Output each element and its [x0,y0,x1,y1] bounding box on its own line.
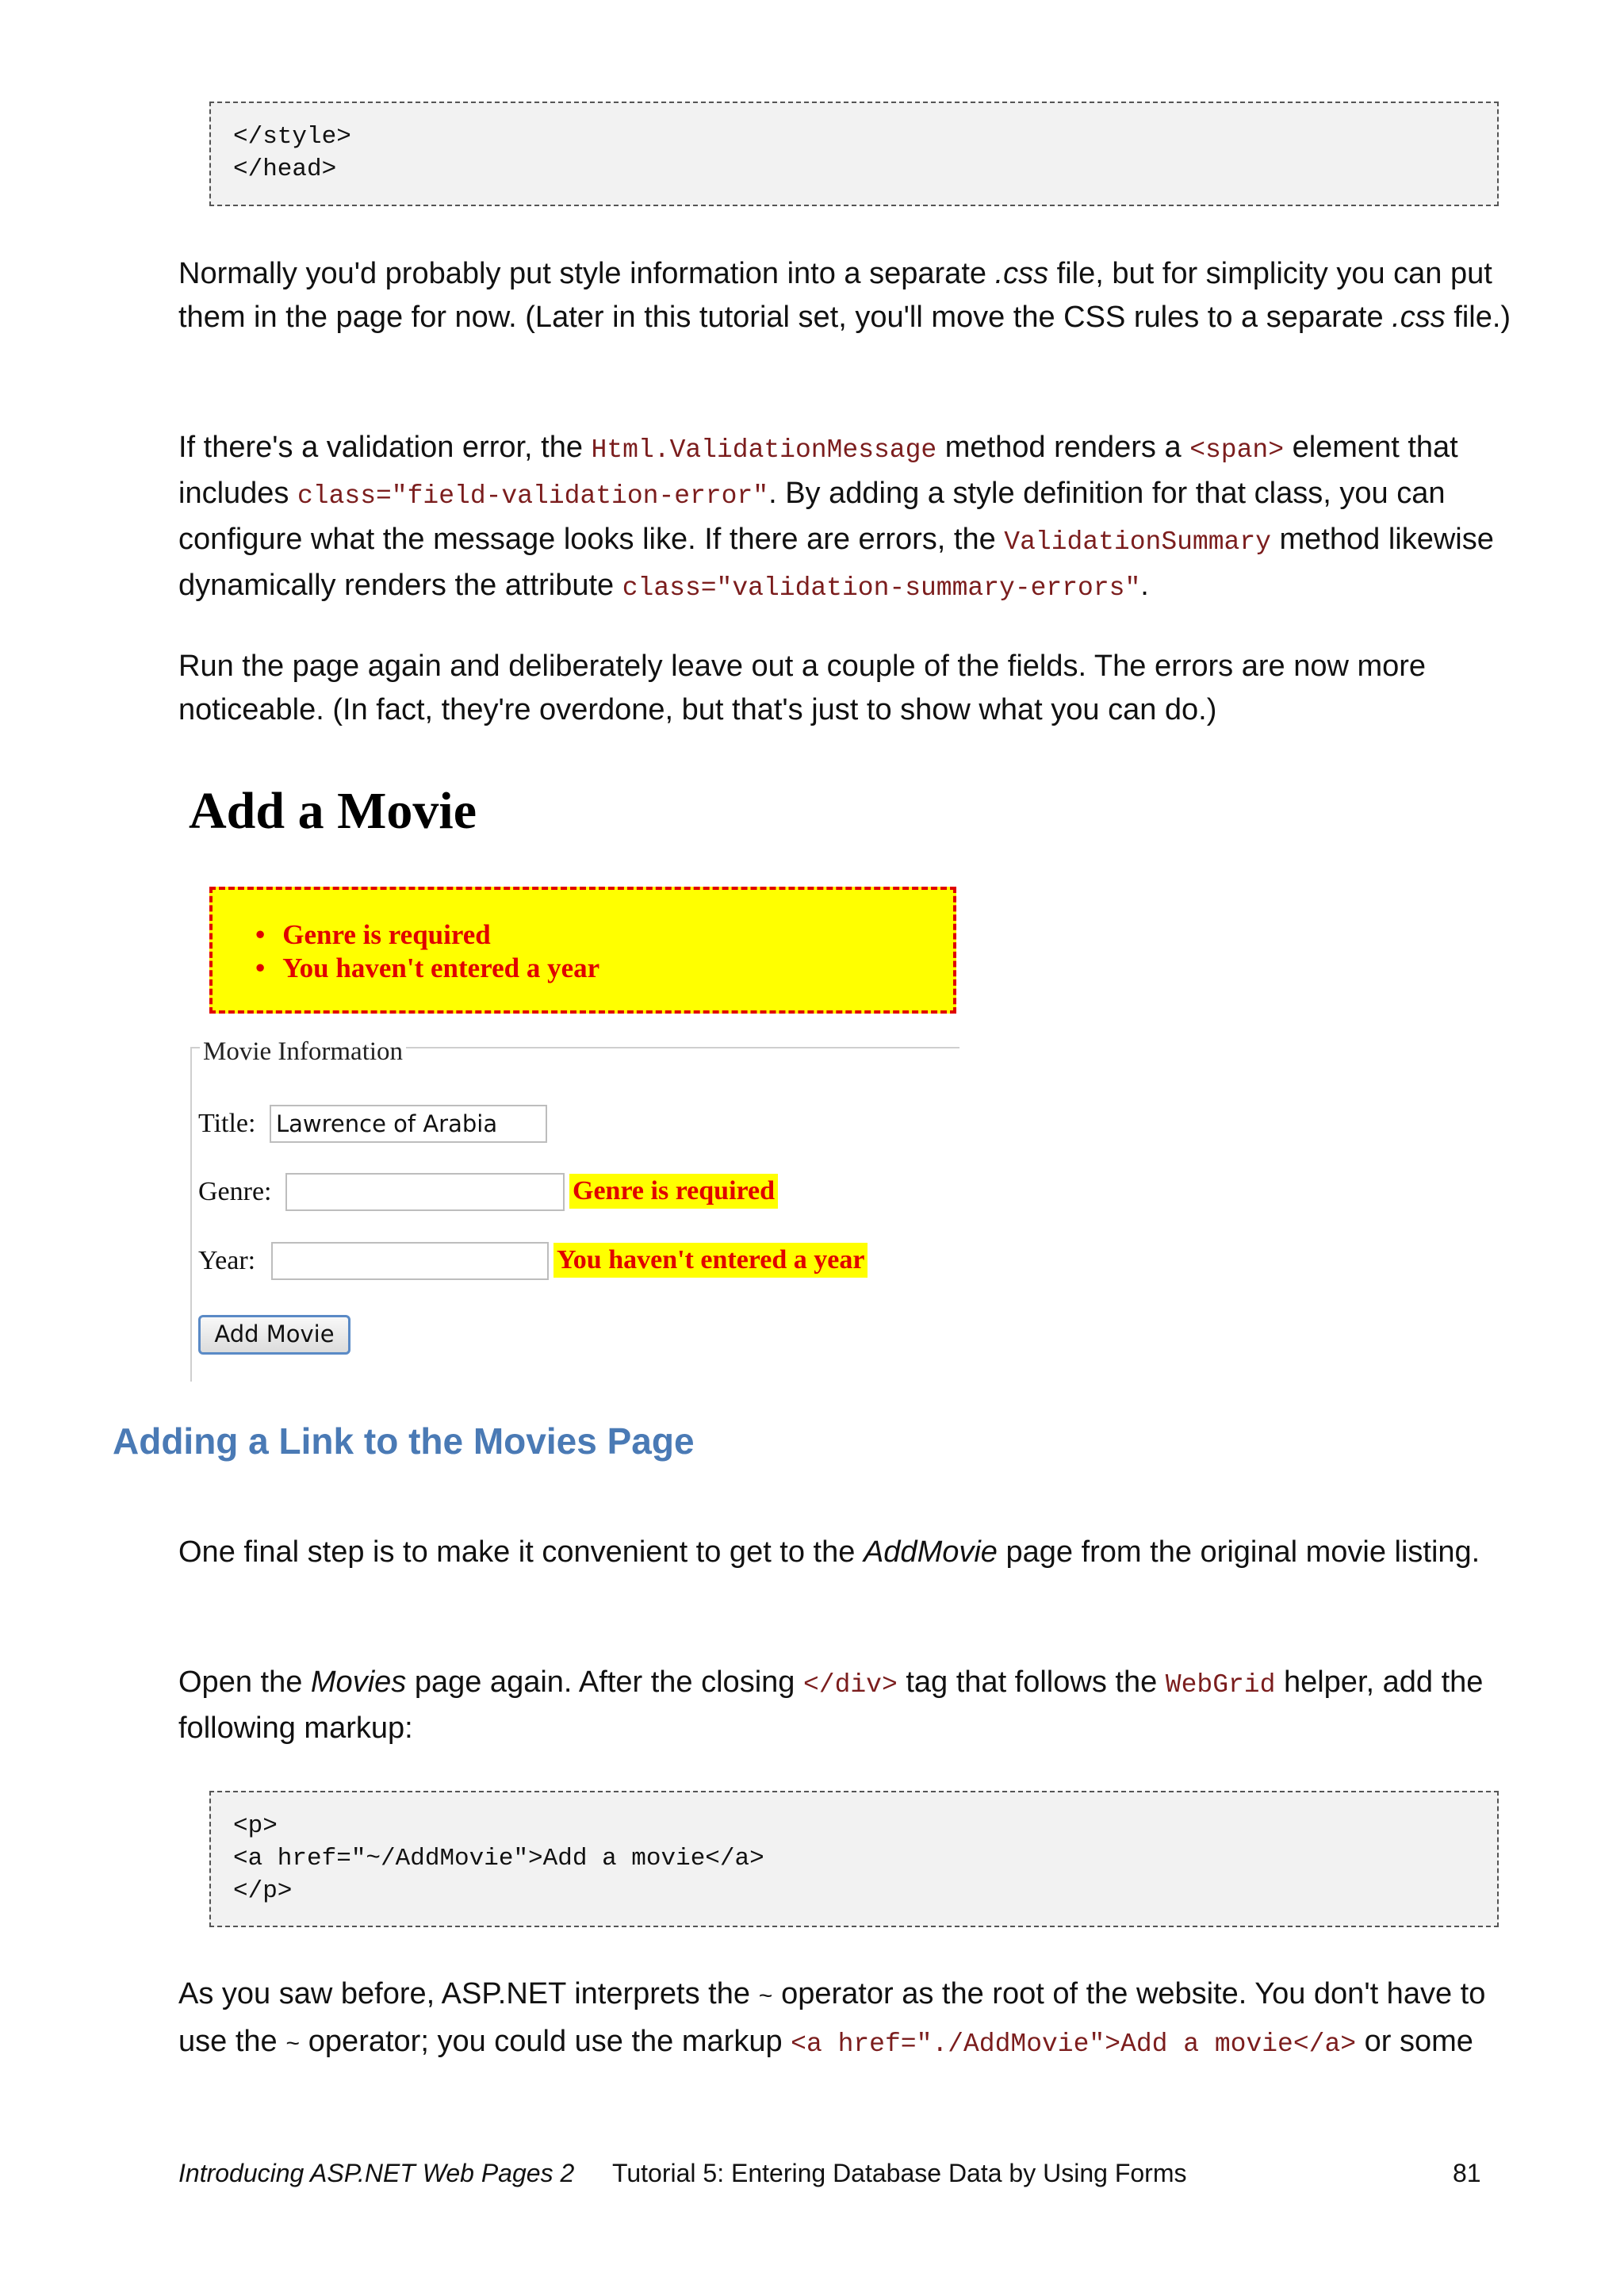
inline-code: <a href="./AddMovie">Add a movie</a> [791,2030,1357,2059]
inline-code: <span> [1189,435,1285,465]
code-line: <p> [233,1812,278,1840]
year-label: Year: [198,1246,256,1275]
inline-operator: ~ [758,1984,773,2011]
paragraph-css-note: Normally you'd probably put style information into a separate .css file, but for simplicity you can put them in the page for now. (Later in this tutorial set, you'll move the CSS rules to a separate .css file.) [178,257,1511,334]
genre-error: Genre is required [569,1174,778,1209]
genre-input[interactable] [285,1173,565,1211]
code-block-add-link [209,1791,1499,1927]
paragraph-open-movies: Open the Movies page again. After the closing </div> tag that follows the WebGrid helper, add the following markup: [178,1665,1484,1745]
year-input[interactable] [271,1242,549,1280]
title-input[interactable]: Lawrence of Arabia [270,1105,547,1143]
genre-label: Genre: [198,1177,272,1206]
year-error: You haven't entered a year [553,1243,868,1278]
code-line: </head> [233,155,337,183]
summary-error-item: • You haven't entered a year [255,952,599,985]
paragraph-run-again: Run the page again and deliberately leave out a couple of the fields. The errors are now more noticeable. (In fact, they're overdone, but that's just to show what you can do.) [178,650,1427,726]
inline-code: ValidationSummary [1004,527,1271,557]
screenshot-page-title: Add a Movie [189,782,477,840]
paragraph-final-step: One final step is to make it convenient to get to the AddMovie page from the original movie listing. [178,1535,1480,1569]
code-line: <a href="~/AddMovie">Add a movie</a> [233,1845,764,1872]
code-block-style-head [209,102,1499,206]
add-movie-screenshot [182,769,983,1388]
title-label: Title: [198,1109,256,1138]
summary-error-item: • Genre is required [255,918,599,952]
paragraph-validation-classes: If there's a validation error, the Html.ValidationMessage method renders a <span> element that includes class="field-validation-error". By adding a style definition for that class, you can configure what the message looks like. If there are errors, the ValidationSummary method likewise dynamically renders the attribute class="validation-summary-errors". [178,431,1494,603]
inline-code: class="validation-summary-errors" [622,573,1141,603]
inline-operator: ~ [285,2032,301,2059]
paragraph-tilde-operator: As you saw before, ASP.NET interprets the ~ operator as the root of the website. You don't have to use the ~ operator; you could use the markup <a href="./AddMovie">Add a movie</a> or some [178,1977,1486,2059]
add-movie-button[interactable]: Add Movie [198,1315,350,1355]
footer-book-title: Introducing ASP.NET Web Pages 2 [178,2159,575,2187]
footer-chapter-title: Tutorial 5: Entering Database Data by Using Forms [612,2159,1187,2187]
footer-page-number: 81 [1453,2159,1481,2187]
fieldset-legend: Movie Information [200,1037,406,1067]
section-heading: Adding a Link to the Movies Page [113,1420,695,1462]
code-line: </style> [233,123,351,151]
validation-summary [209,887,956,1014]
inline-code: Html.ValidationMessage [591,435,937,465]
inline-code: </div> [802,1670,898,1700]
code-line: </p> [233,1877,293,1905]
inline-code: WebGrid [1165,1670,1276,1700]
inline-code: class="field-validation-error" [297,481,769,511]
validation-summary-list [255,918,599,985]
